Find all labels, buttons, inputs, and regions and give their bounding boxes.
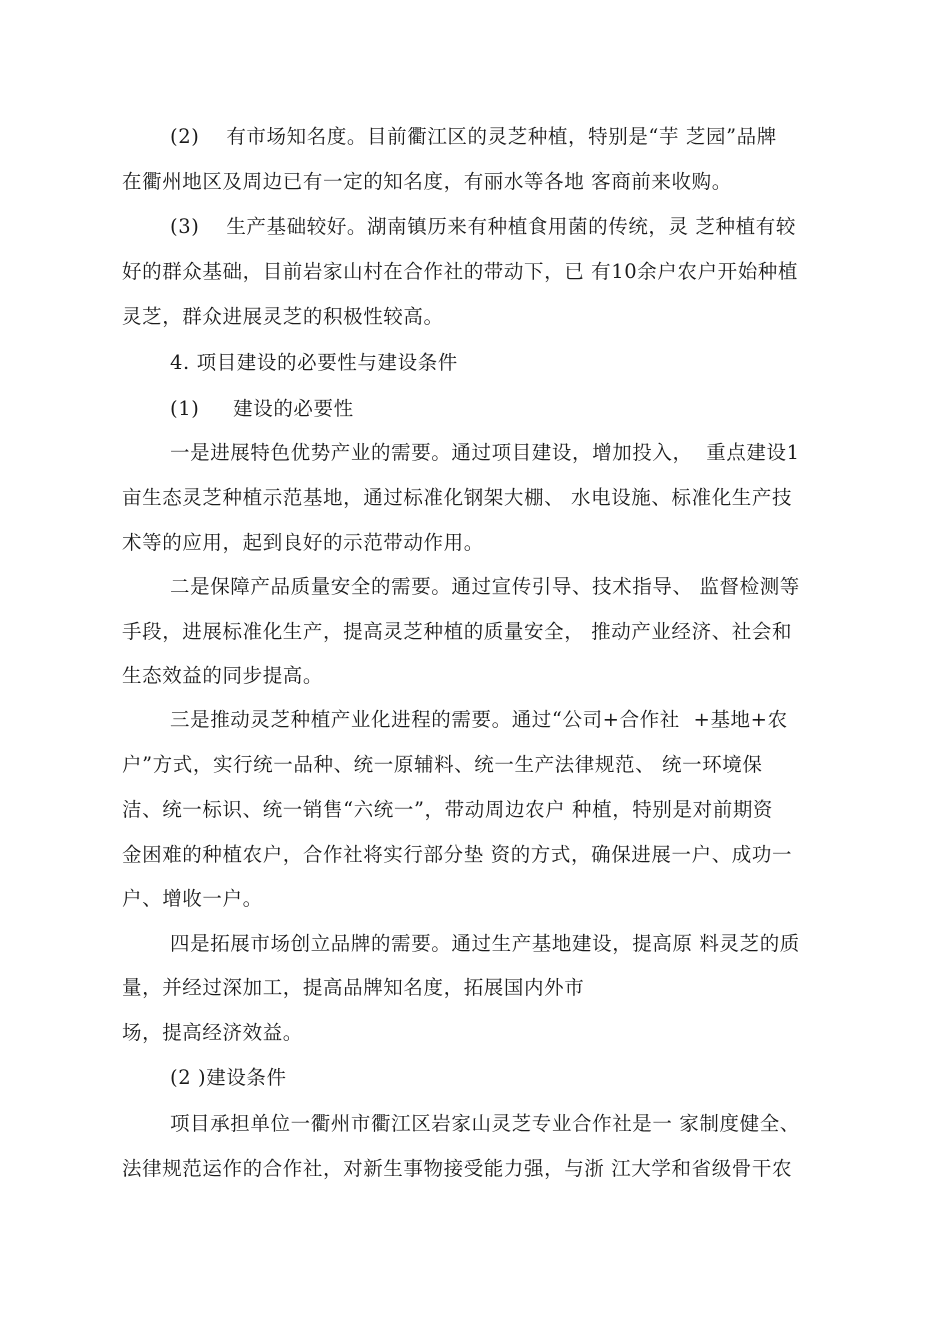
paragraph-third-line-2: 户”方式，实行统一品种、统一原辅料、统一生产法律规范、 统一环境保 [122, 753, 763, 776]
paragraph-first-line-1: 一是进展特色优势产业的需要。通过项目建设，增加投入， 重点建设1 [170, 441, 800, 464]
paragraph-third-line-3: 洁、统一标识、统一销售“六统一”，带动周边农户 种植，特别是对前期资 [122, 798, 774, 821]
paragraph-2-line-2: 在衢州地区及周边已有一定的知名度，有丽水等各地 客商前来收购。 [122, 170, 732, 193]
paragraph-3-line-1: (3) 生产基础较好。湖南镇历来有种植食用菌的传统，灵 芝种植有较 [170, 215, 796, 238]
paragraph-third-line-1: 三是推动灵芝种植产业化进程的需要。通过“公司+合作社 +基地+农 [170, 708, 788, 731]
subheading-necessity: (1) 建设的必要性 [170, 397, 354, 420]
paragraph-first-line-3: 术等的应用，起到良好的示范带动作用。 [122, 531, 484, 554]
paragraph-first-line-2: 亩生态灵芝种植示范基地，通过标准化钢架大棚、 水电设施、标准化生产技 [122, 486, 793, 509]
paragraph-second-line-2: 手段，进展标准化生产，提高灵芝种植的质量安全， 推动产业经济、社会和 [122, 620, 793, 643]
paragraph-second-line-3: 生态效益的同步提高。 [122, 664, 324, 687]
paragraph-2-line-1: (2) 有市场知名度。目前衢江区的灵芝种植，特别是“芋 芝园”品牌 [170, 125, 777, 148]
paragraph-second-line-1: 二是保障产品质量安全的需要。通过宣传引导、技术指导、 监督检测等 [170, 575, 800, 598]
paragraph-conditions-line-1: 项目承担单位一衢州市衢江区岩家山灵芝专业合作社是一 家制度健全、 [170, 1112, 800, 1135]
paragraph-3-line-3: 灵芝，群众进展灵芝的积极性较高。 [122, 305, 444, 328]
paragraph-3-line-2: 好的群众基础，目前岩家山村在合作社的带动下，已 有10余户农户开始种植 [122, 260, 799, 283]
paragraph-fourth-line-2: 量，并经过深加工，提高品牌知名度，拓展国内外市 [122, 976, 585, 999]
subheading-conditions: (2 )建设条件 [170, 1066, 287, 1089]
paragraph-conditions-line-2: 法律规范运作的合作社，对新生事物接受能力强，与浙 江大学和省级骨干农 [122, 1157, 793, 1180]
paragraph-third-line-5: 户、增收一户。 [122, 887, 263, 910]
paragraph-fourth-line-1: 四是拓展市场创立品牌的需要。通过生产基地建设，提高原 料灵芝的质 [170, 932, 800, 955]
paragraph-third-line-4: 金困难的种植农户，合作社将实行部分垫 资的方式，确保进展一户、成功一 [122, 843, 793, 866]
section-heading-4: 4. 项目建设的必要性与建设条件 [170, 351, 458, 374]
paragraph-fourth-line-3: 场，提高经济效益。 [122, 1021, 303, 1044]
